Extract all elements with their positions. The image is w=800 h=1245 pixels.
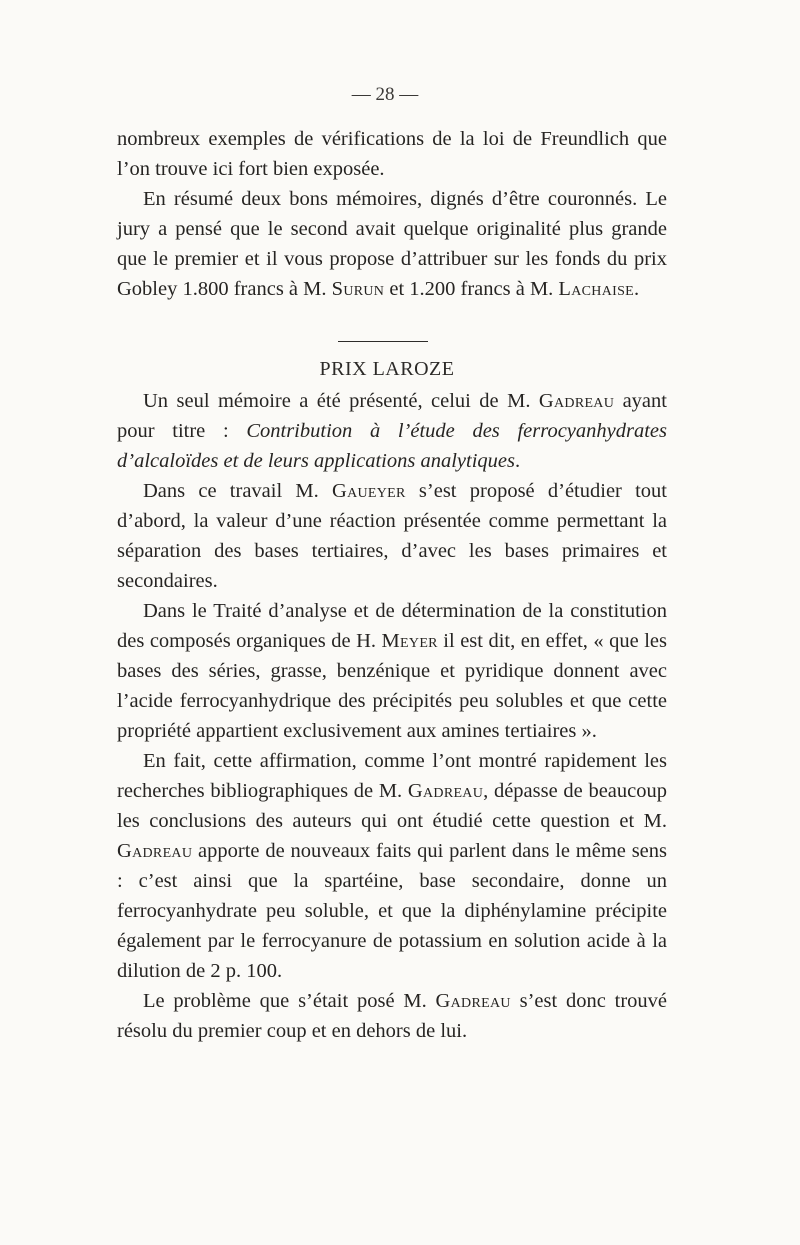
author-name-gadreau: Gadreau: [538, 390, 615, 412]
paragraph-meyer: [117, 596, 667, 746]
paragraph-text: il est dit, en effet, « que les bases des séries, grasse, benzénique et pyridique donnent avec l’acide ferrocyanhydrique des précipités peu solubles et que cette propriété appartient exclusivement aux amines tertiaires ».: [117, 630, 668, 742]
author-name-gadreau: Gadreau: [407, 780, 484, 802]
author-name-meyer: Meyer: [381, 630, 438, 652]
author-name-gadreau: Gadreau: [435, 990, 511, 1012]
section-heading: PRIX LAROZE: [319, 358, 455, 380]
paragraph-text: Dans ce travail M.: [143, 480, 332, 502]
memoir-title: Contribution à l’étude des ferrocyanhydrates d’alcaloïdes et de leurs applications analytiques: [117, 420, 667, 472]
paragraph-reaction: [117, 476, 667, 596]
author-name-gadreau: Gadreau: [117, 840, 193, 862]
section-divider: [338, 341, 428, 342]
paragraph-summary: [117, 184, 667, 304]
paragraph-text: , dépasse de beaucoup les conclusions des auteurs qui ont étudié cette question et M.: [117, 780, 667, 832]
paragraph-text: nombreux exemples de vérifications de la loi de Freundlich que l’on trouve ici fort bien exposée.: [117, 128, 667, 180]
author-name-gaueyer: Gaueyer: [332, 480, 406, 502]
paragraph-text: et 1.200 francs à M.: [384, 278, 559, 300]
paragraph-memoir: [117, 386, 667, 476]
paragraph-text: .: [634, 278, 640, 300]
paragraph-text: En fait, cette affirmation, comme l’ont montré rapidement les recherches bibliographiques de M.: [117, 750, 667, 802]
page-number: — 28 —: [351, 84, 419, 105]
paragraph-conclusion: [117, 986, 667, 1046]
paragraph-text: Le problème que s’était posé M.: [143, 990, 436, 1012]
paragraph-text: s’est donc trouvé résolu du premier coup et en dehors de lui.: [117, 990, 668, 1042]
prix-laroze-report: [117, 386, 667, 1046]
paragraph-text: Un seul mémoire a été présenté, celui de M.: [143, 390, 539, 412]
paragraph-text: s’est proposé d’étudier tout d’abord, la valeur d’une réaction présentée comme permettant la séparation des bases tertiaires, d’avec les bases primaires et secondaires.: [117, 480, 667, 592]
paragraph-text: .: [514, 450, 521, 472]
author-name-surun: Surun: [331, 278, 385, 300]
paragraph-text: En résumé deux bons mémoires, dignés d’être couronnés. Le jury a pensé que le second avait quelque originalité plus grande que le premier et il vous propose d’attribuer sur les fonds du prix Gobley 1.800 francs à M.: [117, 188, 667, 300]
author-name-lachaise: Lachaise: [558, 278, 635, 300]
paragraph-freundlich: [117, 124, 667, 184]
paragraph-text: ayant pour titre :: [117, 390, 667, 442]
report-continuation: [117, 124, 667, 304]
paragraph-affirmation: [117, 746, 667, 986]
paragraph-text: Dans le Traité d’analyse et de détermination de la constitution des composés organiques de H.: [117, 600, 667, 652]
paragraph-text: apporte de nouveaux faits qui parlent dans le même sens : c’est ainsi que la spartéine, base secondaire, donne un ferrocyanhydrate peu soluble, et que la diphénylamine précipite également par le ferrocyanure de potassium en solution acide à la dilution de 2 p. 100.: [117, 840, 667, 982]
